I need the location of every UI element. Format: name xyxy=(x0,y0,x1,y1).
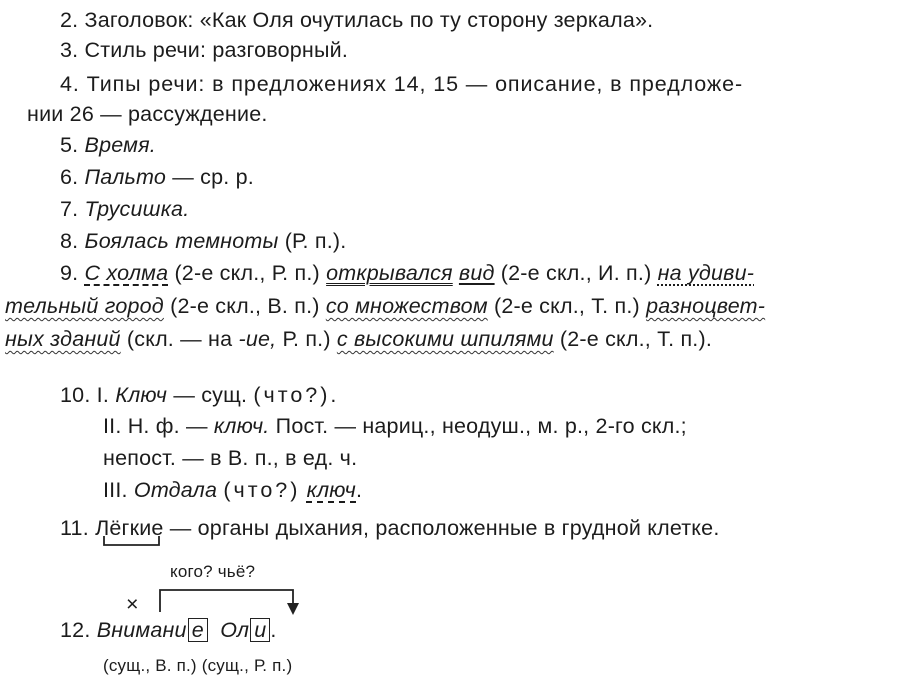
item-10-iii-dot: . xyxy=(356,478,363,502)
item-10-iii-word: Отдала xyxy=(133,478,218,502)
item-9-tag7: (2-е скл., Т. п.). xyxy=(559,327,712,351)
item-8-word: Боялась темноты xyxy=(84,229,279,253)
item-7-word: Трусишка. xyxy=(84,197,190,221)
item-11-rest: — органы дыхания, расположенные в грудной клетке. xyxy=(169,516,720,540)
item-9-suffix: -ие, xyxy=(238,327,277,351)
item-9-tag2: (2-е скл., И. п.) xyxy=(500,261,652,285)
item-5-number: 5. xyxy=(60,133,79,157)
item-6-word: Пальто xyxy=(84,165,167,189)
item-12-sub1: (сущ., В. п.) xyxy=(103,656,197,675)
item-9-word-na-udivi: на удиви- xyxy=(657,261,755,285)
item-11-word: Лёгкие xyxy=(95,516,164,540)
item-12-sub2: (сущ., Р. п.) xyxy=(201,656,293,675)
item-9-tag3: (2-е скл., В. п.) xyxy=(170,294,320,318)
item-12-number: 12. xyxy=(60,618,91,642)
root-bracket-icon xyxy=(104,536,159,545)
item-10-iii-question: (что?) xyxy=(223,478,301,502)
item-10-question: (что?). xyxy=(253,383,340,407)
item-12-word2-ending: и xyxy=(250,618,270,642)
item-10-rest: — сущ. xyxy=(173,383,248,407)
item-12-word2-stem: Ол xyxy=(220,618,250,642)
item-9-word-vid: вид xyxy=(458,261,495,285)
item-10-word: Ключ xyxy=(115,383,168,407)
item-8-rest: (Р. п.). xyxy=(284,229,347,253)
item-10-iii-object: ключ xyxy=(306,478,356,502)
item-3-style: 3. Стиль речи: разговорный. xyxy=(60,38,349,62)
arrow-head-icon xyxy=(287,603,299,615)
item-12-word1-ending: е xyxy=(188,618,208,642)
item-9-word-otkryvalsya: открывался xyxy=(326,261,453,285)
item-9-word-raznocvet: разноцвет- xyxy=(646,294,766,318)
item-5-word: Время. xyxy=(84,133,156,157)
item-10-prefix: 10. I. xyxy=(60,383,110,407)
item-9-word-mnozhestvom: со множеством xyxy=(325,294,488,318)
item-10-ii-prefix: II. Н. ф. — xyxy=(103,414,208,438)
item-10-iii-prefix: III. xyxy=(103,478,128,502)
item-4-types-line2: нии 26 — рассуждение. xyxy=(27,102,268,126)
item-12-question: кого? чьё? xyxy=(170,562,256,581)
item-9-word-s-holma: С холма xyxy=(84,261,169,285)
item-9-tag5: (скл. — на xyxy=(126,327,233,351)
item-7-number: 7. xyxy=(60,197,79,221)
item-11-number: 11. xyxy=(60,516,89,540)
item-8-number: 8. xyxy=(60,229,79,253)
item-10-line3: непост. — в В. п., в ед. ч. xyxy=(103,446,358,470)
item-12-word1-stem: Внимани xyxy=(96,618,187,642)
item-10-ii-rest: Пост. — нариц., неодуш., м. р., 2-го скл.; xyxy=(275,414,687,438)
item-9-tag4: (2-е скл., Т. п.) xyxy=(493,294,640,318)
item-10-ii-word: ключ. xyxy=(213,414,270,438)
item-4-types-line1: 4. Типы речи: в предложениях 14, 15 — описание, в предложе- xyxy=(60,72,744,96)
dependency-arrow-icon xyxy=(160,590,293,612)
item-9-word-zdaniy: ных зданий xyxy=(5,327,121,351)
item-6-rest: — ср. р. xyxy=(172,165,254,189)
item-9-word-gorod: тельный город xyxy=(5,294,164,318)
item-9-word-shpilyami: с высокими шпилями xyxy=(336,327,554,351)
item-9-number: 9. xyxy=(60,261,79,285)
item-2-title: 2. Заголовок: «Как Оля очутилась по ту сторону зеркала». xyxy=(60,8,654,32)
item-6-number: 6. xyxy=(60,165,79,189)
item-9-tag1: (2-е скл., Р. п.) xyxy=(174,261,320,285)
item-12-cross: × xyxy=(126,592,139,616)
item-9-tag6: Р. п.) xyxy=(282,327,331,351)
item-12-dot: . xyxy=(270,618,277,642)
